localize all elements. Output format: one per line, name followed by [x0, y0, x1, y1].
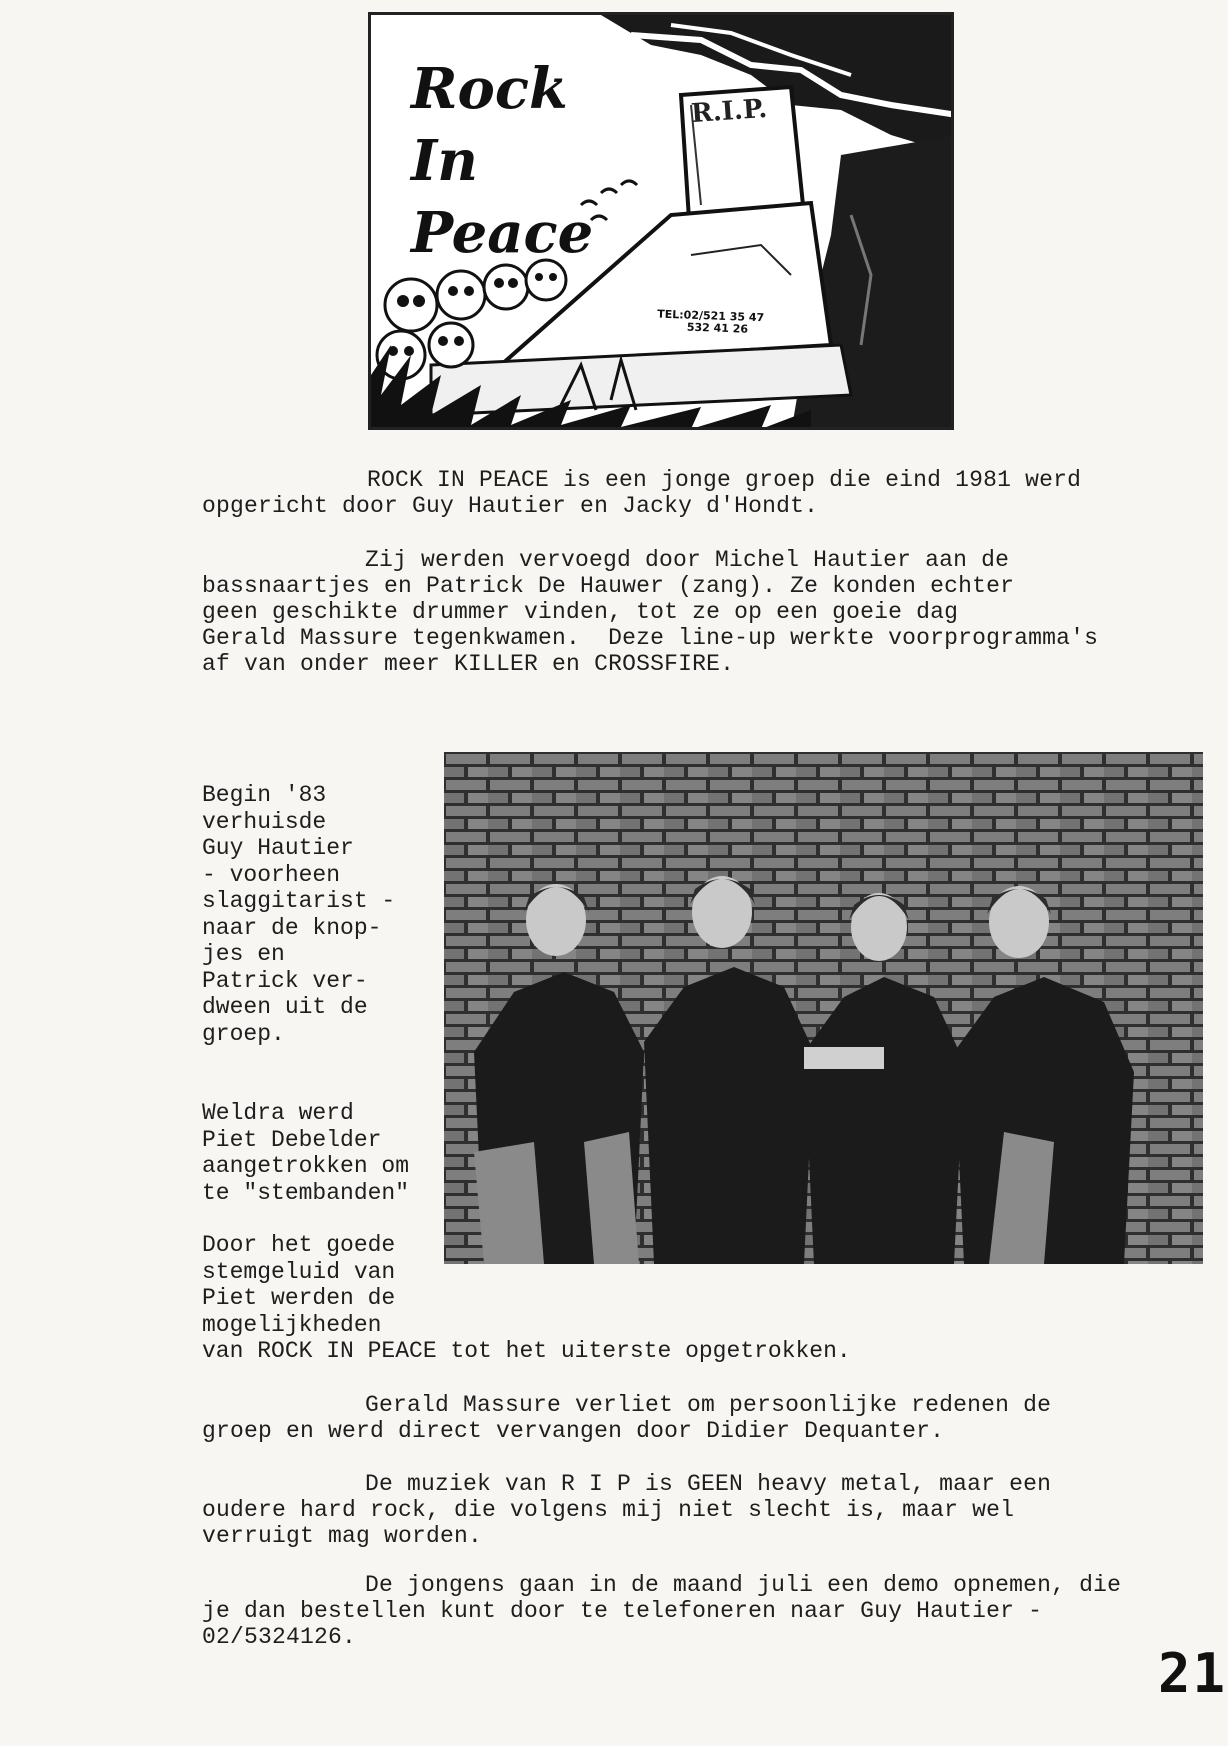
band-logo-illustration — [368, 12, 954, 430]
side-text-2: Weldra werd Piet Debelder aangetrokken om te "stembanden" — [202, 1100, 410, 1206]
page-number: 21 — [1158, 1642, 1228, 1705]
logo-telephone: TEL:02/521 35 47 532 41 26 — [657, 307, 765, 336]
para5-line-3: verruigt mag worden. — [202, 1523, 483, 1549]
logo-title: Rock In Peace — [411, 56, 594, 266]
para2-line-1: Zij werden vervoegd door Michel Hautier aan de — [365, 547, 1010, 573]
side-text-3: Door het goede stemgeluid van Piet werden de mogelijkheden van ROCK IN PEACE tot het uiterste opgetrokken. — [202, 1232, 851, 1364]
para2-line-3: geen geschikte drummer vinden, tot ze op een goeie dag — [202, 599, 959, 625]
para6-line-1: De jongens gaan in de maand juli een demo opnemen, die — [365, 1572, 1122, 1598]
para2-line-2: bassnaartjes en Patrick De Hauwer (zang). Ze konden echter — [202, 573, 1015, 599]
para5-line-1: De muziek van R I P is GEEN heavy metal, maar een — [365, 1471, 1052, 1497]
para2-line-4: Gerald Massure tegenkwamen. Deze line-up werkte voorprogramma's — [202, 625, 1099, 651]
band-photo — [444, 752, 1203, 1264]
intro-line-1: ROCK IN PEACE is een jonge groep die eind 1981 werd — [367, 467, 1082, 493]
para6-line-2: je dan bestellen kunt door te telefoneren naar Guy Hautier - — [202, 1598, 1043, 1624]
para4-line-1: Gerald Massure verliet om persoonlijke redenen de — [365, 1392, 1052, 1418]
para5-line-2: oudere hard rock, die volgens mij niet slecht is, maar wel — [202, 1497, 1015, 1523]
para6-line-3: 02/5324126. — [202, 1624, 357, 1650]
tombstone-text: R.I.P. — [690, 93, 769, 130]
side-text-1: Begin '83 verhuisde Guy Hautier - voorheen slaggitarist - naar de knop- jes en Patrick ver- dween uit de groep. — [202, 782, 396, 1047]
band-photo-icon — [444, 752, 1203, 1264]
intro-line-2: opgericht door Guy Hautier en Jacky d'Hondt. — [202, 493, 819, 519]
para4-line-2: groep en werd direct vervangen door Didier Dequanter. — [202, 1418, 945, 1444]
para2-line-5: af van onder meer KILLER en CROSSFIRE. — [202, 651, 735, 677]
